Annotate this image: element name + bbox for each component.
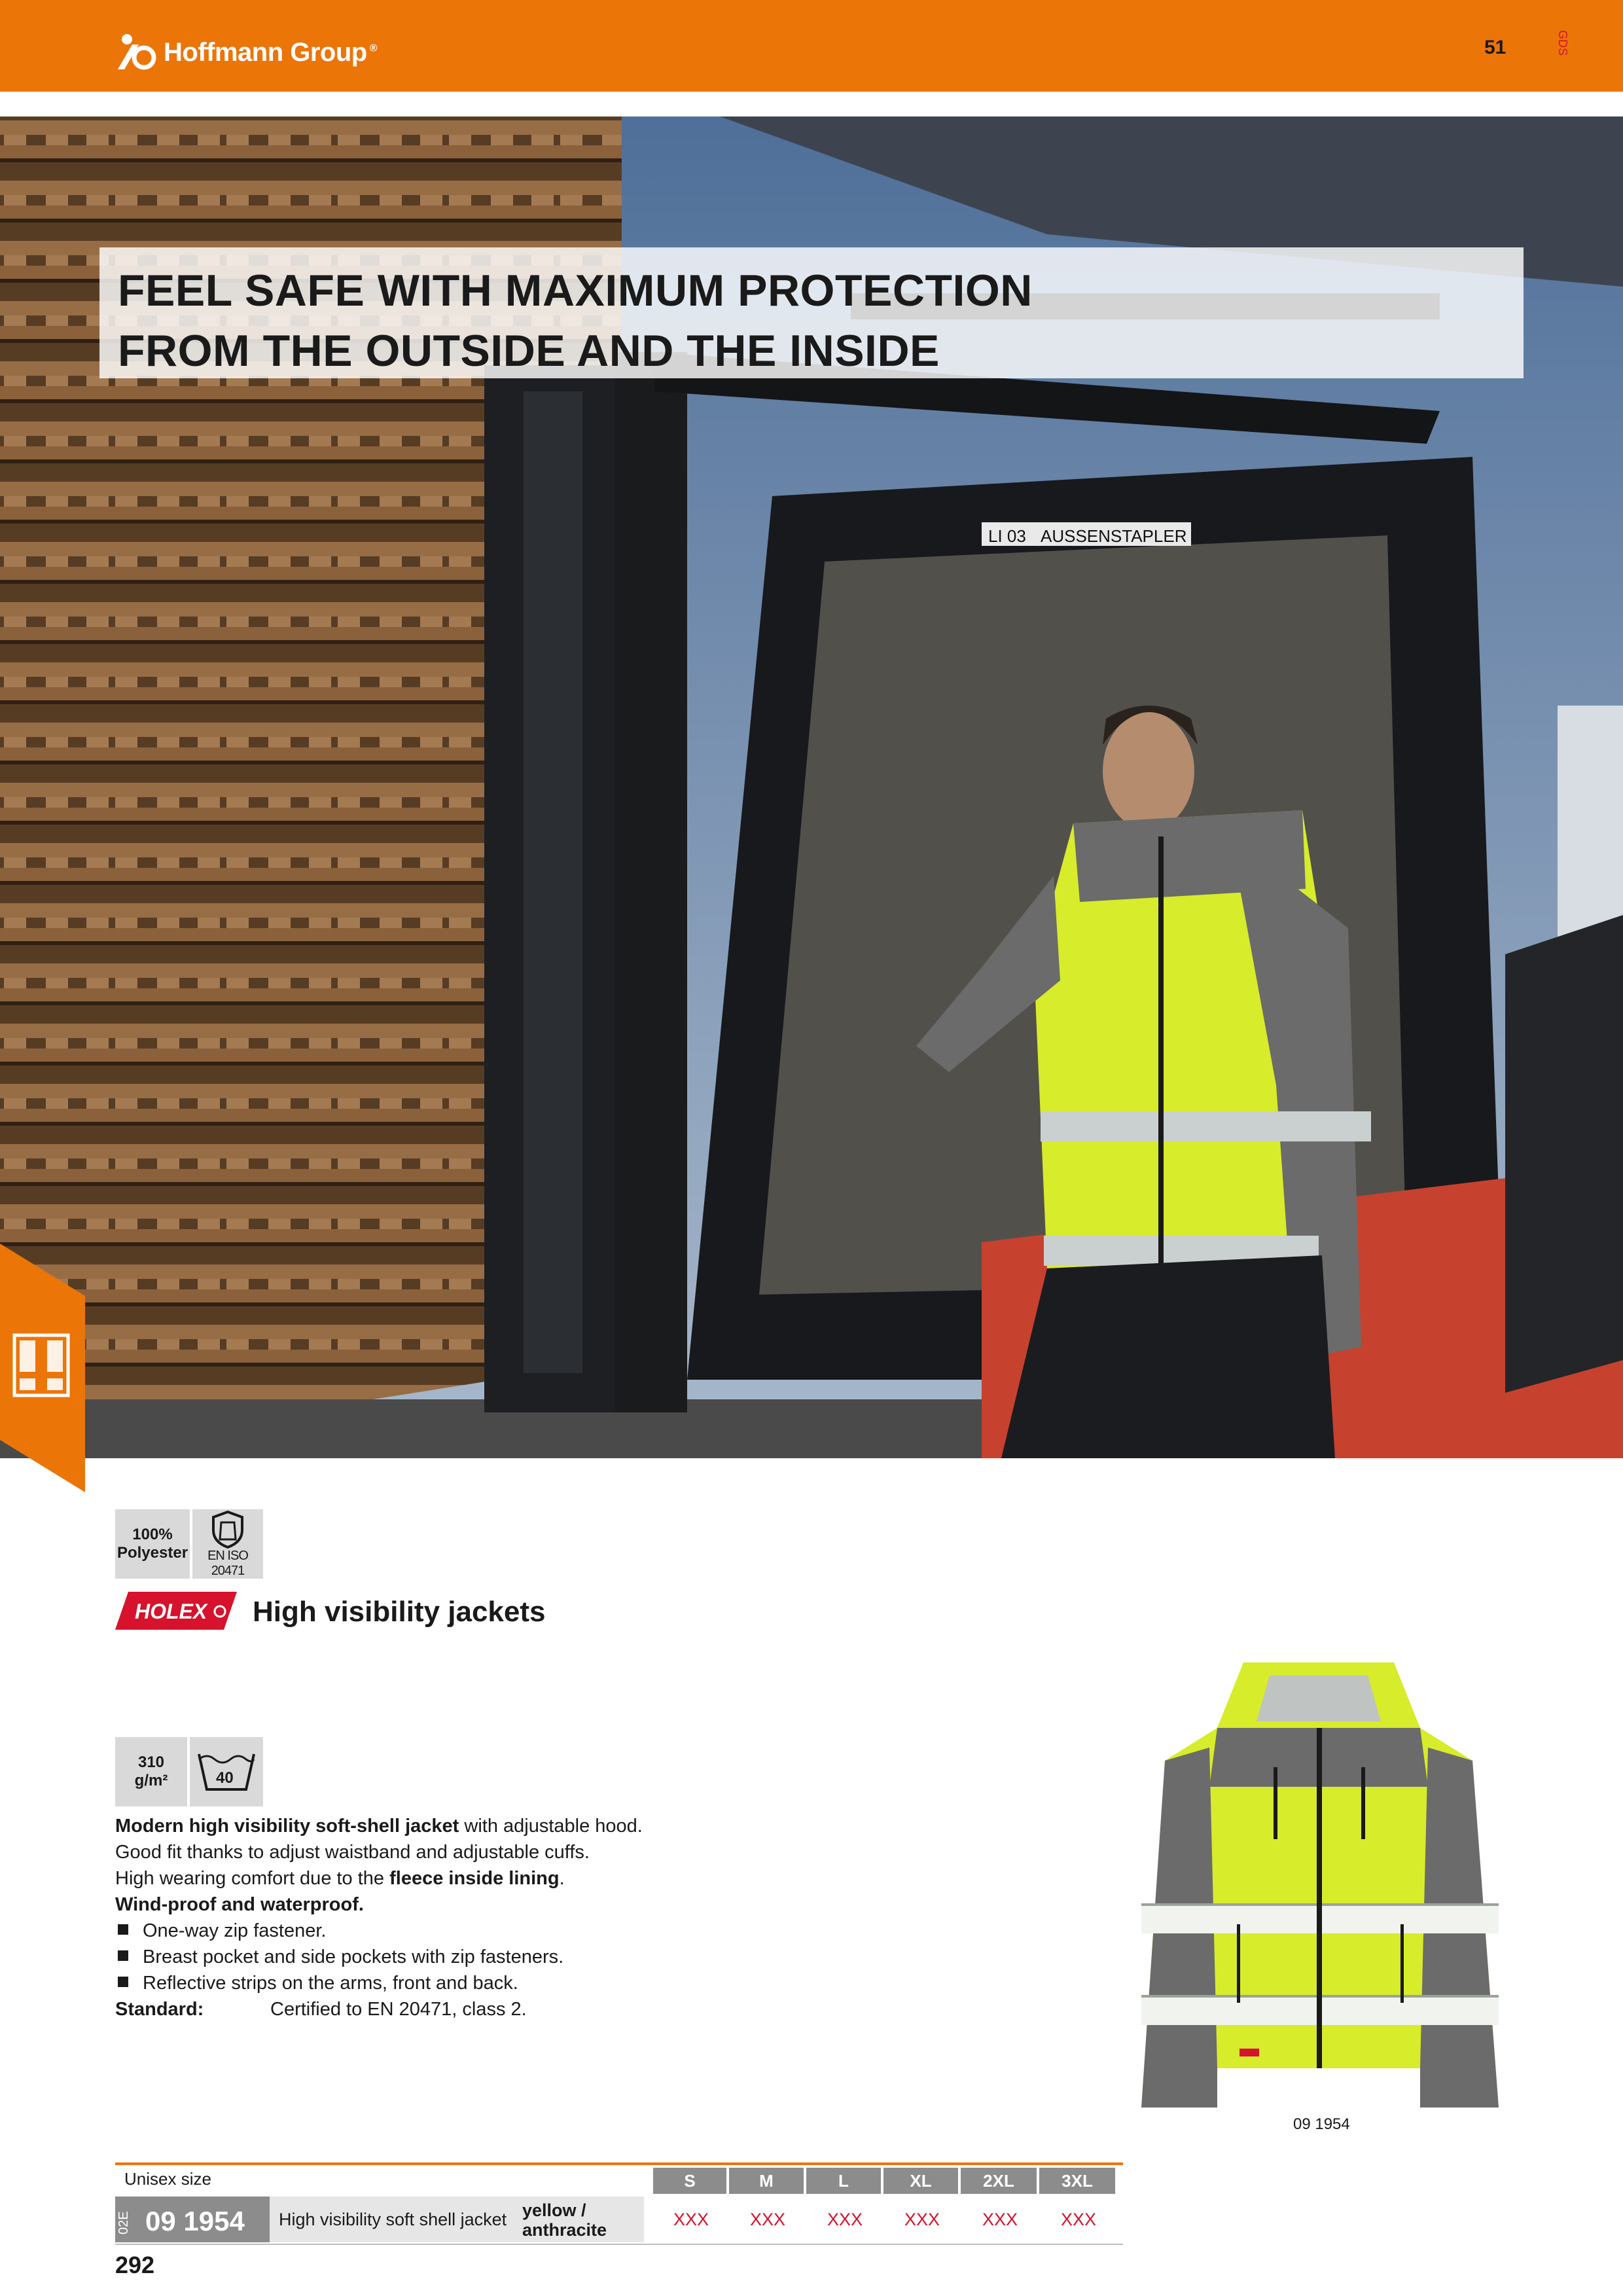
material-percent: 100%: [132, 1526, 173, 1543]
cab-label-left: LI 03: [988, 526, 1026, 546]
price-2xl: XXX: [961, 2197, 1038, 2242]
size-header-l: L: [806, 2168, 881, 2194]
desc-line-3: High wearing comfort due to the fleece inside lining.: [115, 1868, 565, 1889]
size-header-xl: XL: [883, 2168, 958, 2194]
size-header-s: S: [653, 2168, 726, 2194]
page-number-bottom: 292: [115, 2251, 155, 2278]
jacket-product-image[interactable]: [1132, 1649, 1509, 2108]
price-s: XXX: [653, 2197, 728, 2242]
en-iso-shield-icon: [208, 1509, 247, 1549]
product-name-cell: [270, 2197, 644, 2242]
material-badge: [115, 1509, 190, 1579]
product-color: yellow / anthracite: [522, 2200, 607, 2240]
brand-name: Hoffmann Group: [164, 37, 367, 67]
hoffmann-logo-icon: [115, 33, 161, 72]
hero-title-line-2: FROM THE OUTSIDE AND THE INSIDE: [118, 326, 940, 376]
size-price-table: [115, 2162, 1123, 2245]
side-code: GDS: [1556, 30, 1569, 56]
section-side-tab[interactable]: [0, 1244, 85, 1492]
article-code: 02E: [116, 2211, 131, 2234]
desc-line-1: Modern high visibility soft-shell jacket with adjustable hood.: [115, 1816, 643, 1837]
product-description: [115, 1813, 704, 2022]
standard-badge: [192, 1509, 263, 1579]
unisex-size-label: Unisex size: [124, 2169, 211, 2189]
weight-unit: g/m²: [134, 1772, 168, 1789]
bullet-square-icon: [118, 1924, 128, 1935]
weight-badge: [115, 1737, 187, 1806]
table-row[interactable]: [115, 2194, 1123, 2245]
price-l: XXX: [806, 2197, 882, 2242]
table-header: [115, 2162, 1123, 2194]
standard-text: EN ISO 20471: [207, 1549, 248, 1578]
price-m: XXX: [729, 2197, 805, 2242]
bullet-item: Reflective strips on the arms, front and back.: [115, 1970, 704, 1996]
size-header-m: M: [729, 2168, 804, 2194]
price-xl: XXX: [883, 2197, 959, 2242]
bullet-square-icon: [118, 1977, 128, 1987]
product-name: High visibility soft shell jacket: [279, 2210, 507, 2229]
article-number-cell[interactable]: [115, 2197, 270, 2242]
article-number: 09 1954: [145, 2206, 245, 2236]
price-3xl: XXX: [1039, 2197, 1116, 2242]
page-number-top: 51: [1484, 37, 1507, 58]
product-title: High visibility jackets: [253, 1596, 546, 1628]
wash-40-icon: [195, 1748, 258, 1796]
registered-mark: ®: [369, 43, 378, 54]
holex-logo-text: HOLEX: [135, 1600, 207, 1623]
jacket-image-caption: 09 1954: [1293, 2115, 1350, 2133]
hero-title-box: [99, 247, 1524, 378]
material-name: Polyester: [116, 1544, 188, 1562]
header-bar: [0, 0, 1623, 92]
cab-label-right: AUSSENSTAPLER: [1041, 526, 1187, 546]
size-header-2xl: 2XL: [961, 2168, 1037, 2194]
holex-logo[interactable]: [115, 1592, 237, 1630]
desc-line-2: Good fit thanks to adjust waistband and adjustable cuffs.: [115, 1842, 590, 1863]
wash-temp: 40: [216, 1769, 234, 1787]
bullet-item: One-way zip fastener.: [115, 1918, 704, 1944]
bullet-square-icon: [118, 1950, 128, 1961]
hero-image: [0, 117, 1623, 1458]
size-header-3xl: 3XL: [1039, 2168, 1115, 2194]
hoffmann-logo[interactable]: [115, 33, 377, 72]
wash-badge: [190, 1737, 263, 1806]
weight-value: 310: [137, 1753, 165, 1771]
standard-line: Standard: Certified to EN 20471, class 2.: [115, 1999, 527, 2020]
bullet-item: Breast pocket and side pockets with zip fasteners.: [115, 1944, 704, 1970]
hero-title-line-1: FEEL SAFE WITH MAXIMUM PROTECTION: [118, 266, 1033, 315]
desc-line-4: Wind-proof and waterproof.: [115, 1894, 364, 1915]
